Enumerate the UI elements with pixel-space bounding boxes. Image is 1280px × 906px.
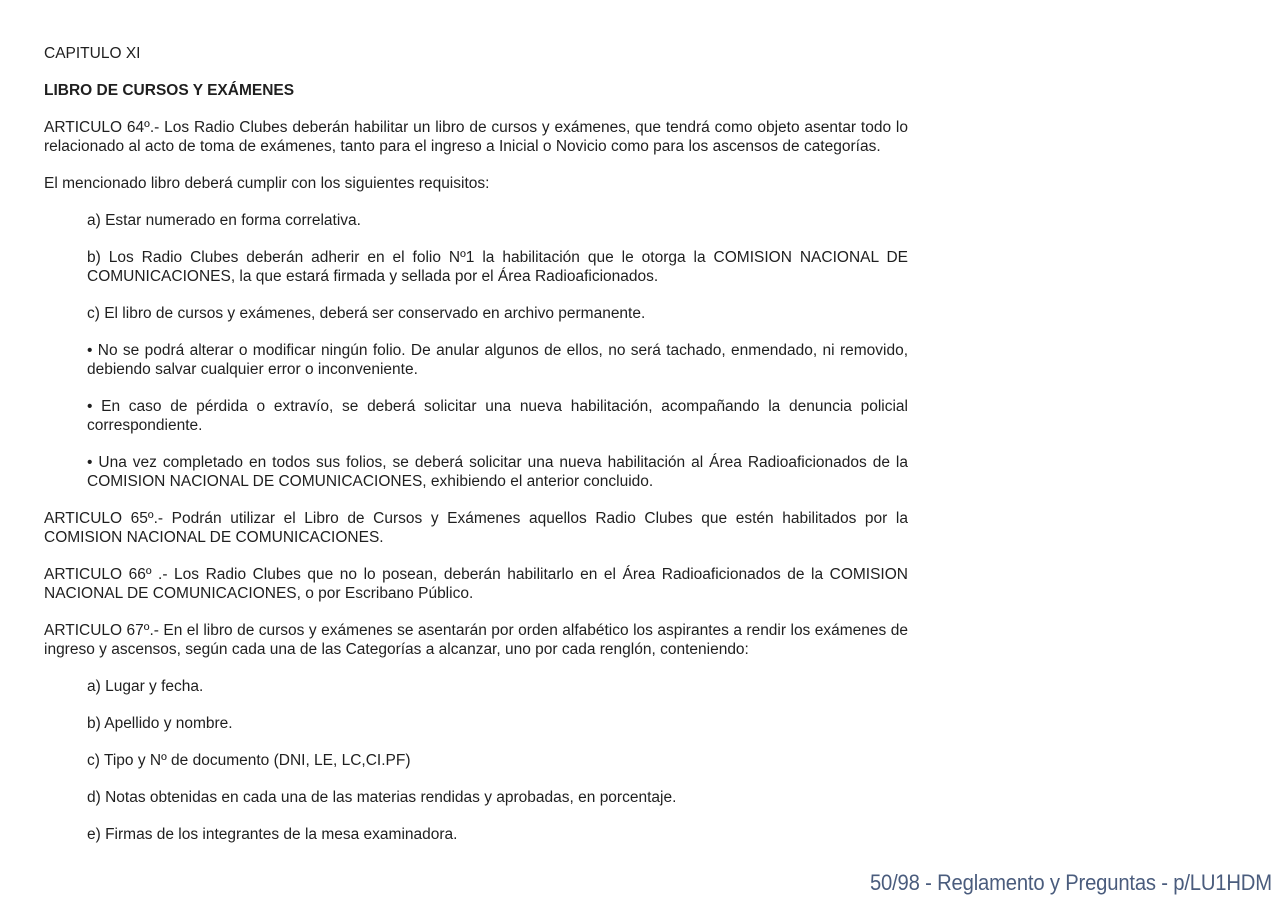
art67-item-a: a) Lugar y fecha.: [87, 678, 204, 695]
requirement-bullet-3: • Una vez completado en todos sus folios, se deberá solicitar una nueva habilitación al Área Radioaficionados de la COMISION NACIONAL DE COMUNICACIONES, exhibiendo el anterior concluido.: [87, 454, 908, 490]
requirement-a: a) Estar numerado en forma correlativa.: [87, 212, 361, 229]
art67-item-d: d) Notas obtenidas en cada una de las materias rendidas y aprobadas, en porcentaje.: [87, 789, 677, 806]
section-title: LIBRO DE CURSOS Y EXÁMENES: [44, 82, 295, 99]
article-65: ARTICULO 65º.- Podrán utilizar el Libro de Cursos y Exámenes aquellos Radio Clubes que estén habilitados por la COMISION NACIONAL DE COMUNICACIONES.: [44, 510, 908, 546]
article-66: ARTICULO 66º .- Los Radio Clubes que no lo posean, deberán habilitarlo en el Área Radioaficionados de la COMISION NACIONAL DE COMUNICACIONES, o por Escribano Público.: [44, 566, 908, 602]
requirements-intro: El mencionado libro deberá cumplir con los siguientes requisitos:: [44, 175, 490, 192]
requirement-b: b) Los Radio Clubes deberán adherir en el folio Nº1 la habilitación que le otorga la COMISION NACIONAL DE COMUNICACIONES, la que estará firmada y sellada por el Área Radioaficionados.: [87, 249, 908, 285]
requirement-bullet-2: • En caso de pérdida o extravío, se deberá solicitar una nueva habilitación, acompañando la denuncia policial correspondiente.: [87, 398, 908, 434]
chapter-heading: CAPITULO XI: [44, 45, 141, 62]
article-67: ARTICULO 67º.- En el libro de cursos y exámenes se asentarán por orden alfabético los aspirantes a rendir los exámenes de ingreso y ascensos, según cada una de las Categorías a alcanzar, uno por cada renglón, conteniendo:: [44, 622, 908, 658]
page-footer: 50/98 - Reglamento y Preguntas - p/LU1HDM: [870, 870, 1272, 895]
article-64: ARTICULO 64º.- Los Radio Clubes deberán habilitar un libro de cursos y exámenes, que tendrá como objeto asentar todo lo relacionado al acto de toma de exámenes, tanto para el ingreso a Inicial o Novicio como para los ascensos de categorías.: [44, 119, 908, 155]
art67-item-b: b) Apellido y nombre.: [87, 715, 233, 732]
art67-item-c: c) Tipo y Nº de documento (DNI, LE, LC,CI.PF): [87, 752, 411, 769]
requirement-bullet-1: • No se podrá alterar o modificar ningún folio. De anular algunos de ellos, no será tachado, enmendado, ni removido, debiendo salvar cualquier error o inconveniente.: [87, 342, 908, 378]
document-page: [44, 44, 908, 862]
art67-item-e: e) Firmas de los integrantes de la mesa examinadora.: [87, 826, 458, 843]
requirement-c: c) El libro de cursos y exámenes, deberá ser conservado en archivo permanente.: [87, 305, 646, 322]
